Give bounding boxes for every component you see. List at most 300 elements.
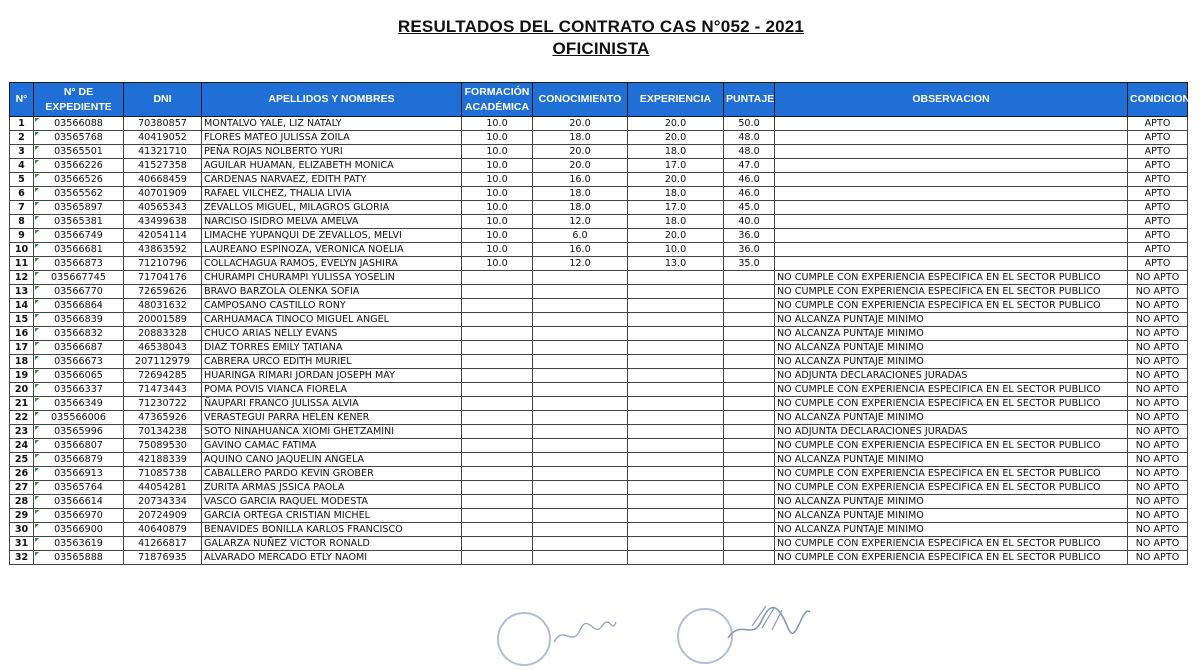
cell-condicion: NO APTO (1128, 425, 1188, 439)
cell-formacion: 10.0 (462, 187, 533, 201)
cell-dni: 43499638 (124, 215, 202, 229)
table-header-row (10, 83, 1188, 117)
cell-condicion: NO APTO (1128, 313, 1188, 327)
cell-conocimiento (533, 453, 628, 467)
cell-condicion: NO APTO (1128, 411, 1188, 425)
cell-puntaje: 50.0 (724, 117, 775, 131)
cell-puntaje (724, 383, 775, 397)
cell-number: 19 (10, 369, 34, 383)
cell-dni: 20724909 (124, 509, 202, 523)
table-row (10, 355, 1188, 369)
cell-observacion: NO ALCANZA PUNTAJE MINIMO (775, 523, 1128, 537)
table-row (10, 439, 1188, 453)
cell-formacion (462, 453, 533, 467)
cell-observacion (775, 201, 1128, 215)
cell-experiencia (628, 537, 724, 551)
cell-conocimiento: 12.0 (533, 257, 628, 271)
cell-expediente: 03565768 (34, 131, 124, 145)
cell-dni: 40640879 (124, 523, 202, 537)
cell-formacion: 10.0 (462, 145, 533, 159)
cell-expediente: 03566807 (34, 439, 124, 453)
cell-expediente: 03566673 (34, 355, 124, 369)
cell-formacion (462, 523, 533, 537)
cell-dni: 207112979 (124, 355, 202, 369)
col-header-names: APELLIDOS Y NOMBRES (202, 83, 462, 117)
cell-observacion: NO ALCANZA PUNTAJE MINIMO (775, 327, 1128, 341)
cell-experiencia (628, 509, 724, 523)
cell-expediente: 03566226 (34, 159, 124, 173)
cell-dni: 47365926 (124, 411, 202, 425)
table-row (10, 313, 1188, 327)
cell-puntaje (724, 551, 775, 565)
cell-dni: 20734334 (124, 495, 202, 509)
cell-number: 28 (10, 495, 34, 509)
col-header-experiencia: EXPERIENCIA (628, 83, 724, 117)
cell-conocimiento (533, 411, 628, 425)
cell-conocimiento: 18.0 (533, 131, 628, 145)
cell-formacion (462, 285, 533, 299)
cell-condicion: NO APTO (1128, 355, 1188, 369)
cell-expediente: 03566749 (34, 229, 124, 243)
cell-condicion: NO APTO (1128, 453, 1188, 467)
cell-name: GARCIA ORTEGA CRISTIAN MICHEL (202, 509, 462, 523)
cell-expediente: 03563619 (34, 537, 124, 551)
table-row (10, 257, 1188, 271)
cell-condicion: NO APTO (1128, 467, 1188, 481)
cell-puntaje (724, 397, 775, 411)
cell-experiencia (628, 495, 724, 509)
cell-experiencia (628, 299, 724, 313)
cell-observacion: NO CUMPLE CON EXPERIENCIA ESPECIFICA EN EL SECTOR PUBLICO (775, 299, 1128, 313)
cell-expediente: 03566970 (34, 509, 124, 523)
cell-conocimiento (533, 313, 628, 327)
cell-name: SOTO NINAHUANCA XIOMI GHETZAMINI (202, 425, 462, 439)
cell-puntaje (724, 523, 775, 537)
cell-observacion (775, 173, 1128, 187)
cell-expediente: 03565501 (34, 145, 124, 159)
cell-dni: 46538043 (124, 341, 202, 355)
col-header-number: N° (10, 83, 34, 117)
cell-number: 8 (10, 215, 34, 229)
cell-number: 22 (10, 411, 34, 425)
cell-name: CAMPOSANO CASTILLO RONY (202, 299, 462, 313)
cell-name: CABRERA URCO EDITH MURIEL (202, 355, 462, 369)
cell-observacion: NO ALCANZA PUNTAJE MINIMO (775, 341, 1128, 355)
cell-observacion: NO CUMPLE CON EXPERIENCIA ESPECIFICA EN EL SECTOR PUBLICO (775, 285, 1128, 299)
table-row (10, 215, 1188, 229)
cell-expediente: 03566832 (34, 327, 124, 341)
cell-name: PEÑA ROJAS NOLBERTO YURI (202, 145, 462, 159)
table-row (10, 201, 1188, 215)
document-subtitle: OFICINISTA (552, 39, 650, 58)
table-row (10, 243, 1188, 257)
table-row (10, 467, 1188, 481)
cell-observacion (775, 117, 1128, 131)
cell-formacion (462, 341, 533, 355)
col-header-condicion: CONDICION (1128, 83, 1188, 117)
cell-conocimiento (533, 523, 628, 537)
cell-conocimiento (533, 551, 628, 565)
table-row (10, 187, 1188, 201)
cell-expediente: 03566913 (34, 467, 124, 481)
cell-puntaje (724, 299, 775, 313)
cell-puntaje (724, 509, 775, 523)
cell-expediente: 03566879 (34, 453, 124, 467)
cell-dni: 41321710 (124, 145, 202, 159)
cell-name: POMA POVIS VIANCA FIORELA (202, 383, 462, 397)
cell-conocimiento (533, 439, 628, 453)
cell-formacion (462, 537, 533, 551)
cell-formacion (462, 271, 533, 285)
cell-dni: 48031632 (124, 299, 202, 313)
cell-formacion (462, 509, 533, 523)
cell-puntaje (724, 425, 775, 439)
cell-number: 24 (10, 439, 34, 453)
cell-observacion: NO CUMPLE CON EXPERIENCIA ESPECIFICA EN EL SECTOR PUBLICO (775, 481, 1128, 495)
cell-condicion: NO APTO (1128, 299, 1188, 313)
document-title: RESULTADOS DEL CONTRATO CAS N°052 - 2021 (397, 17, 805, 36)
cell-expediente: 035566006 (34, 411, 124, 425)
cell-dni: 41266817 (124, 537, 202, 551)
cell-formacion (462, 369, 533, 383)
cell-name: NARCISO ISIDRO MELVA AMELVA (202, 215, 462, 229)
cell-name: FLORES MATEO JULISSA ZOILA (202, 131, 462, 145)
cell-formacion: 10.0 (462, 117, 533, 131)
cell-expediente: 03565764 (34, 481, 124, 495)
cell-dni: 20883328 (124, 327, 202, 341)
cell-experiencia (628, 271, 724, 285)
cell-expediente: 03565897 (34, 201, 124, 215)
cell-observacion: NO CUMPLE CON EXPERIENCIA ESPECIFICA EN EL SECTOR PUBLICO (775, 439, 1128, 453)
cell-condicion: NO APTO (1128, 271, 1188, 285)
table-row (10, 537, 1188, 551)
cell-puntaje: 45.0 (724, 201, 775, 215)
cell-number: 21 (10, 397, 34, 411)
cell-formacion (462, 383, 533, 397)
cell-condicion: APTO (1128, 131, 1188, 145)
cell-name: CARHUAMACA TINOCO MIGUEL ANGEL (202, 313, 462, 327)
cell-number: 7 (10, 201, 34, 215)
cell-experiencia (628, 341, 724, 355)
cell-number: 14 (10, 299, 34, 313)
cell-number: 11 (10, 257, 34, 271)
cell-conocimiento (533, 425, 628, 439)
cell-observacion (775, 243, 1128, 257)
cell-name: COLLACHAGUA RAMOS, EVELYN JASHIRA (202, 257, 462, 271)
cell-formacion (462, 467, 533, 481)
table-row (10, 509, 1188, 523)
cell-condicion: NO APTO (1128, 495, 1188, 509)
signature-left-icon (550, 612, 620, 652)
cell-name: GALARZA NUÑEZ VICTOR RONALD (202, 537, 462, 551)
cell-expediente: 03566349 (34, 397, 124, 411)
cell-condicion: NO APTO (1128, 383, 1188, 397)
table-row (10, 159, 1188, 173)
cell-name: RAFAEL VILCHEZ, THALIA LIVIA (202, 187, 462, 201)
cell-dni: 71230722 (124, 397, 202, 411)
cell-experiencia: 13.0 (628, 257, 724, 271)
cell-observacion: NO ALCANZA PUNTAJE MINIMO (775, 355, 1128, 369)
cell-formacion (462, 551, 533, 565)
cell-observacion: NO CUMPLE CON EXPERIENCIA ESPECIFICA EN EL SECTOR PUBLICO (775, 397, 1128, 411)
institution-seal-left (497, 612, 551, 666)
cell-puntaje (724, 327, 775, 341)
cell-name: ZEVALLOS MIGUEL, MILAGROS GLORIA (202, 201, 462, 215)
cell-conocimiento: 16.0 (533, 243, 628, 257)
col-header-conocimiento: CONOCIMIENTO (533, 83, 628, 117)
cell-puntaje (724, 411, 775, 425)
cell-condicion: NO APTO (1128, 481, 1188, 495)
cell-experiencia (628, 285, 724, 299)
cell-formacion: 10.0 (462, 257, 533, 271)
cell-number: 29 (10, 509, 34, 523)
cell-observacion (775, 229, 1128, 243)
cell-puntaje (724, 495, 775, 509)
cell-condicion: NO APTO (1128, 327, 1188, 341)
cell-number: 3 (10, 145, 34, 159)
col-header-dni: DNI (124, 83, 202, 117)
cell-number: 30 (10, 523, 34, 537)
cell-condicion: APTO (1128, 173, 1188, 187)
table-row (10, 411, 1188, 425)
cell-conocimiento: 16.0 (533, 173, 628, 187)
cell-formacion (462, 355, 533, 369)
cell-puntaje (724, 271, 775, 285)
cell-name: VASCO GARCIA RAQUEL MODESTA (202, 495, 462, 509)
cell-formacion: 10.0 (462, 131, 533, 145)
table-row (10, 327, 1188, 341)
cell-condicion: APTO (1128, 257, 1188, 271)
cell-number: 15 (10, 313, 34, 327)
cell-expediente: 03566526 (34, 173, 124, 187)
cell-experiencia (628, 327, 724, 341)
cell-observacion: NO ALCANZA PUNTAJE MINIMO (775, 509, 1128, 523)
cell-dni: 41527358 (124, 159, 202, 173)
cell-puntaje (724, 313, 775, 327)
cell-name: LIMACHE YUPANQUI DE ZEVALLOS, MELVI (202, 229, 462, 243)
cell-experiencia: 17.0 (628, 159, 724, 173)
cell-conocimiento (533, 341, 628, 355)
cell-number: 2 (10, 131, 34, 145)
table-row (10, 173, 1188, 187)
cell-experiencia: 17.0 (628, 201, 724, 215)
cell-expediente: 03566839 (34, 313, 124, 327)
cell-observacion: NO CUMPLE CON EXPERIENCIA ESPECIFICA EN EL SECTOR PUBLICO (775, 271, 1128, 285)
cell-expediente: 03566065 (34, 369, 124, 383)
table-row (10, 145, 1188, 159)
cell-dni: 20001589 (124, 313, 202, 327)
cell-name: ÑAUPARI FRANCO JULISSA ALVIA (202, 397, 462, 411)
cell-observacion: NO CUMPLE CON EXPERIENCIA ESPECIFICA EN EL SECTOR PUBLICO (775, 383, 1128, 397)
table-row (10, 425, 1188, 439)
table-row (10, 229, 1188, 243)
cell-conocimiento: 20.0 (533, 117, 628, 131)
cell-puntaje: 36.0 (724, 229, 775, 243)
cell-condicion: APTO (1128, 187, 1188, 201)
cell-conocimiento: 12.0 (533, 215, 628, 229)
cell-condicion: NO APTO (1128, 523, 1188, 537)
cell-dni: 42054114 (124, 229, 202, 243)
cell-observacion (775, 145, 1128, 159)
cell-observacion (775, 257, 1128, 271)
cell-name: CHURAMPI CHURAMPI YULISSA YOSELIN (202, 271, 462, 285)
cell-observacion: NO ADJUNTA DECLARACIONES JURADAS (775, 369, 1128, 383)
cell-observacion (775, 215, 1128, 229)
cell-number: 5 (10, 173, 34, 187)
cell-dni: 72694285 (124, 369, 202, 383)
cell-experiencia: 20.0 (628, 229, 724, 243)
cell-conocimiento (533, 369, 628, 383)
cell-condicion: APTO (1128, 243, 1188, 257)
cell-conocimiento (533, 495, 628, 509)
cell-conocimiento (533, 537, 628, 551)
cell-conocimiento (533, 327, 628, 341)
cell-name: HUARINGA RIMARI JORDAN JOSEPH MAY (202, 369, 462, 383)
cell-experiencia: 20.0 (628, 117, 724, 131)
cell-condicion: APTO (1128, 229, 1188, 243)
cell-formacion: 10.0 (462, 159, 533, 173)
cell-observacion: NO CUMPLE CON EXPERIENCIA ESPECIFICA EN EL SECTOR PUBLICO (775, 537, 1128, 551)
col-header-expediente: N° DE EXPEDIENTE (34, 83, 124, 117)
cell-formacion: 10.0 (462, 229, 533, 243)
cell-observacion: NO ALCANZA PUNTAJE MINIMO (775, 453, 1128, 467)
cell-conocimiento (533, 509, 628, 523)
table-row (10, 495, 1188, 509)
cell-name: MONTALVO YALE, LIZ NATALY (202, 117, 462, 131)
cell-expediente: 03565381 (34, 215, 124, 229)
cell-condicion: APTO (1128, 145, 1188, 159)
cell-experiencia: 20.0 (628, 173, 724, 187)
cell-conocimiento (533, 355, 628, 369)
cell-puntaje (724, 439, 775, 453)
cell-experiencia: 18.0 (628, 145, 724, 159)
cell-expediente: 03566687 (34, 341, 124, 355)
cell-dni: 71473443 (124, 383, 202, 397)
cell-conocimiento: 18.0 (533, 201, 628, 215)
cell-puntaje (724, 481, 775, 495)
cell-experiencia (628, 313, 724, 327)
table-row (10, 299, 1188, 313)
cell-expediente: 03565996 (34, 425, 124, 439)
cell-expediente: 03566088 (34, 117, 124, 131)
cell-formacion: 10.0 (462, 201, 533, 215)
cell-conocimiento: 6.0 (533, 229, 628, 243)
cell-number: 9 (10, 229, 34, 243)
cell-formacion (462, 313, 533, 327)
cell-experiencia (628, 439, 724, 453)
cell-name: GAVINO CAMAC FATIMA (202, 439, 462, 453)
cell-conocimiento: 18.0 (533, 187, 628, 201)
cell-name: VERASTEGUI PARRA HELEN KENER (202, 411, 462, 425)
cell-condicion: NO APTO (1128, 537, 1188, 551)
cell-name: CABALLERO PARDO KEVIN GROBER (202, 467, 462, 481)
cell-formacion: 10.0 (462, 243, 533, 257)
cell-dni: 70380857 (124, 117, 202, 131)
cell-experiencia: 10.0 (628, 243, 724, 257)
table-row (10, 341, 1188, 355)
cell-number: 25 (10, 453, 34, 467)
cell-experiencia (628, 551, 724, 565)
cell-number: 16 (10, 327, 34, 341)
signature-right-icon (722, 598, 814, 648)
cell-puntaje: 48.0 (724, 131, 775, 145)
cell-name: BENAVIDES BONILLA KARLOS FRANCISCO (202, 523, 462, 537)
table-row (10, 369, 1188, 383)
cell-number: 18 (10, 355, 34, 369)
cell-puntaje: 46.0 (724, 187, 775, 201)
cell-number: 17 (10, 341, 34, 355)
cell-conocimiento (533, 481, 628, 495)
cell-number: 6 (10, 187, 34, 201)
table-row (10, 117, 1188, 131)
cell-number: 20 (10, 383, 34, 397)
table-row (10, 383, 1188, 397)
cell-experiencia (628, 425, 724, 439)
cell-experiencia (628, 397, 724, 411)
cell-puntaje: 40.0 (724, 215, 775, 229)
cell-expediente: 03566614 (34, 495, 124, 509)
cell-expediente: 03566770 (34, 285, 124, 299)
cell-puntaje (724, 341, 775, 355)
cell-observacion: NO ALCANZA PUNTAJE MINIMO (775, 313, 1128, 327)
results-table (9, 82, 1191, 565)
cell-number: 26 (10, 467, 34, 481)
cell-experiencia: 20.0 (628, 131, 724, 145)
cell-experiencia: 18.0 (628, 187, 724, 201)
cell-dni: 71085738 (124, 467, 202, 481)
cell-observacion: NO ADJUNTA DECLARACIONES JURADAS (775, 425, 1128, 439)
cell-observacion: NO CUMPLE CON EXPERIENCIA ESPECIFICA EN EL SECTOR PUBLICO (775, 551, 1128, 565)
cell-conocimiento (533, 285, 628, 299)
cell-name: CHUCO ARIAS NELLY EVANS (202, 327, 462, 341)
cell-formacion (462, 481, 533, 495)
cell-dni: 43863592 (124, 243, 202, 257)
col-header-observacion: OBSERVACION (775, 83, 1128, 117)
cell-observacion (775, 159, 1128, 173)
cell-dni: 40701909 (124, 187, 202, 201)
cell-dni: 71876935 (124, 551, 202, 565)
table-row (10, 397, 1188, 411)
cell-puntaje: 47.0 (724, 159, 775, 173)
cell-formacion (462, 411, 533, 425)
cell-condicion: NO APTO (1128, 397, 1188, 411)
cell-expediente: 03566900 (34, 523, 124, 537)
col-header-formacion: FORMACIÓN ACADÉMICA (462, 83, 533, 117)
cell-dni: 40419052 (124, 131, 202, 145)
cell-formacion (462, 439, 533, 453)
cell-experiencia (628, 523, 724, 537)
cell-formacion (462, 299, 533, 313)
cell-observacion: NO CUMPLE CON EXPERIENCIA ESPECIFICA EN EL SECTOR PUBLICO (775, 467, 1128, 481)
cell-dni: 71210796 (124, 257, 202, 271)
cell-name: AGUILAR HUAMAN, ELIZABETH MONICA (202, 159, 462, 173)
cell-conocimiento (533, 383, 628, 397)
cell-conocimiento (533, 271, 628, 285)
table-row (10, 271, 1188, 285)
cell-name: ZURITA ARMAS JSSICA PAOLA (202, 481, 462, 495)
cell-condicion: NO APTO (1128, 509, 1188, 523)
cell-puntaje (724, 453, 775, 467)
cell-expediente: 03565562 (34, 187, 124, 201)
cell-conocimiento: 20.0 (533, 145, 628, 159)
cell-number: 27 (10, 481, 34, 495)
cell-number: 23 (10, 425, 34, 439)
cell-dni: 40565343 (124, 201, 202, 215)
table-row (10, 523, 1188, 537)
cell-expediente: 03565888 (34, 551, 124, 565)
cell-name: AQUINO CANO JAQUELIN ANGELA (202, 453, 462, 467)
cell-formacion (462, 495, 533, 509)
